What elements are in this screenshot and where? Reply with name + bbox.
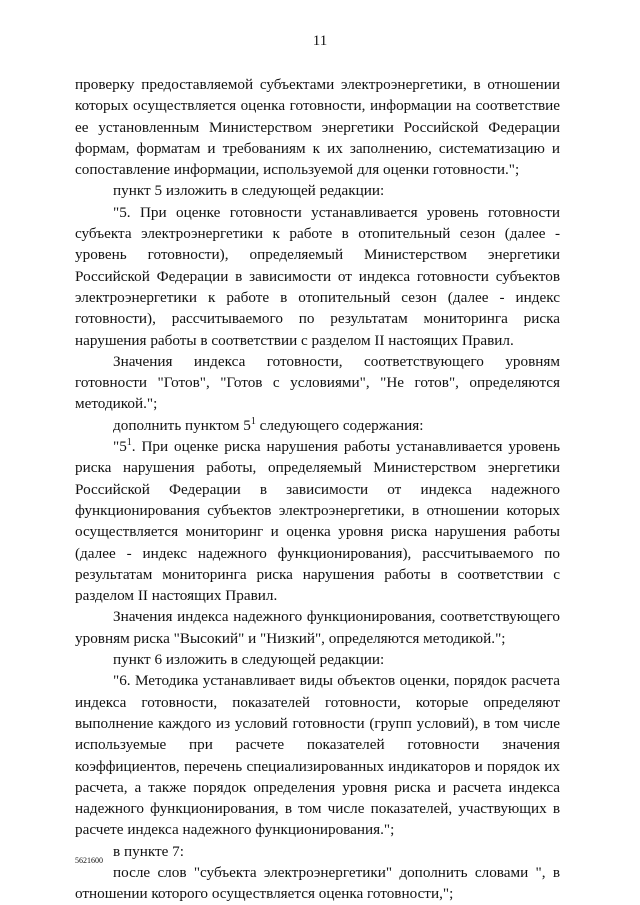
document-body <box>75 74 560 905</box>
paragraph-clause-5: "5. При оценке готовности устанавливается уровень готовности субъекта электроэнергетики к работе в отопительный сезон (далее - уровень готовности), определяемый Министерством энергетики Российской Федерации в зависимости от индекса готовности субъектов электроэнергетики к работе в отопительный сезон (далее - индекс готовности), рассчитываемого по результатам мониторинга риска нарушения работы в соответствии с разделом II настоящих Правил. <box>75 203 560 349</box>
paragraph-instruction-p6: пункт 6 изложить в следующей редакции: <box>113 651 385 669</box>
superscript: 1 <box>250 415 256 427</box>
paragraph-clause-5-1 <box>75 436 560 606</box>
superscript: 1 <box>126 436 132 448</box>
instruction-text-end: следующего содержания: <box>255 416 424 434</box>
clause-text: . При оценке риска нарушения работы устанавливается уровень риска нарушения работы, определяемый Министерством энергетики Российской Федерации в зависимости от индекса надежного функционирования субъектов электроэнергетики, в отношении которых осуществляется мониторинг и оценка уровня риска нарушения работы (далее - индекс надежного функционирования), рассчитываемого по результатам мониторинга риска нарушения работы в соответствии с разделом II настоящих Правил. <box>75 438 560 605</box>
paragraph-clause-6: "6. Методика устанавливает виды объектов оценки, порядок расчета индекса готовности, показателей готовности, которые определяют выполнение каждого из условий готовности (групп условий), в том числе используемые при расчете показателей готовности значения коэффициентов, перечень специализированных индикаторов и порядок их расчета, а также порядок определения уровня риска и расчета индекса надежного функционирования, в том числе показателей, участвующих в расчете индекса надежного функционирования."; <box>75 672 560 839</box>
document-code: 5621600 <box>75 856 103 865</box>
paragraph-instruction-p7: в пункте 7: <box>113 842 184 860</box>
paragraph-continuation: проверку предоставляемой субъектами электроэнергетики, в отношении которых осуществляется оценка готовности, информации на соответствие ее установленным Министерством энергетики Российской Федерации формам, форматам и требованиям к их заполнению, систематизацию и сопоставление информации, используемой для оценки готовности."; <box>75 76 560 179</box>
instruction-text: дополнить пунктом 5 <box>113 416 251 434</box>
paragraph-reliability-values: Значения индекса надежного функционирования, соответствующего уровням риска "Высокий" и "Низкий", определяются методикой."; <box>75 608 560 647</box>
clause-number: "5 <box>113 438 127 456</box>
paragraph-instruction-p5: пункт 5 изложить в следующей редакции: <box>113 182 385 200</box>
paragraph-amendment-p7: после слов "субъекта электроэнергетики" дополнить словами ", в отношении которого осуществляется оценка готовности,"; <box>75 863 560 903</box>
paragraph-readiness-values: Значения индекса готовности, соответствующего уровням готовности "Готов", "Готов с условиями", "Не готов", определяются методикой."; <box>75 352 560 413</box>
paragraph-instruction-p5-1 <box>75 415 560 436</box>
page-number: 11 <box>312 33 328 49</box>
